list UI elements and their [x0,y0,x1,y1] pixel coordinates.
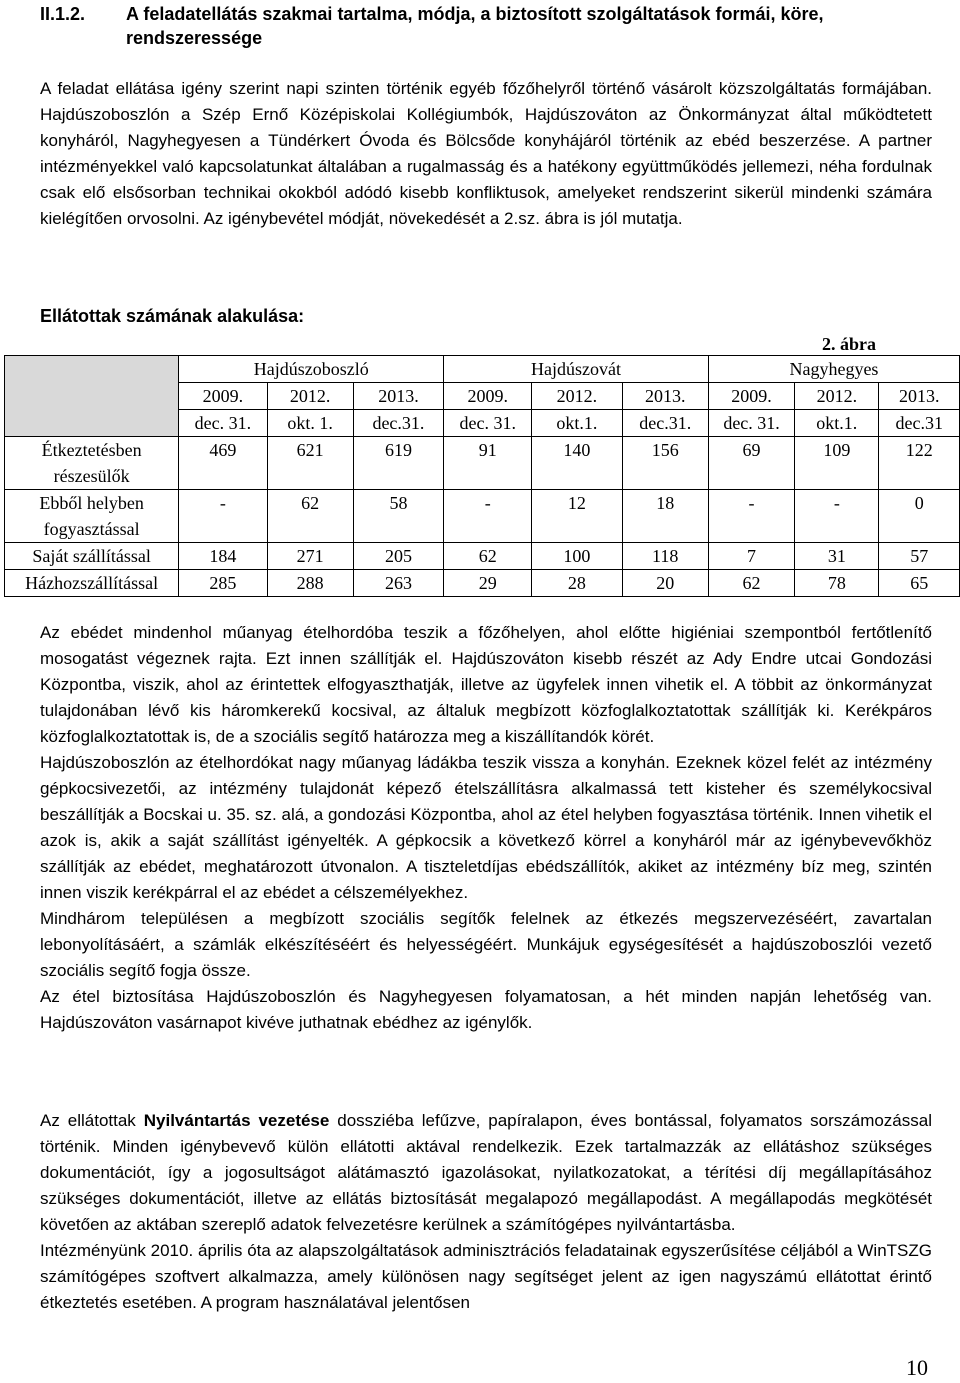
date-year: 2013. [353,383,443,410]
date-day: okt.1. [532,410,622,437]
intro-paragraph: A feladat ellátása igény szerint napi szinten történik egyéb főzőhelyről történő vásárolt közszolgáltatás formájában. Hajdúszoboszlón a Szép Ernő Középiskolai Kollégiumbók, Hajdúszováton az Önkormányzat által működtetett konyháról, Nagyhegyesen a Tündérkert Óvoda és Bölcsőde konyhájáról történik az ebéd beszerzése. A partner intézményekkel való kapcsolatunkat általában a rugalmasság és a hatékony együttműködés jellemezi, néha fordulnak csak elő elsősorban technikai okokból adódó kisebb konfliktusok, amelyeket rendszerint sikerül mindenki számára kielégítően orvosolni. Az igénybevétel módját, növekedését a 2.sz. ábra is jól mutatja. [40,79,932,228]
cell: 78 [795,570,879,597]
cell: 28 [532,570,622,597]
paragraph: Hajdúszoboszlón az ételhordókat nagy műanyag ládákba teszik vissza a konyhán. Ezeknek közel felét az intézmény gépkocsivezetői, az intézmény tulajdonát képező ételszállításra alkalmassá tett kisteher és személykocsival beszállítják a Bocskai u. 35. sz. alá, a gondozási Központba, ahol az étel helyben fogyasztása történik. Innen vihetik el azok is, akik a saját szállítást igényelték. A gépkocsik a következő körrel a konyháról már az igénybevevőkhöz szállítják az ebédet, meghatározott útvonalon. A tiszteletdíjas ebédszállítók, akiket az intézmény bíz meg, szintén innen viszik kerékpárral el az ebédet a célszemélyekhez. [40,753,932,902]
page-number: 10 [906,1355,928,1380]
row-label: Ebből helyben fogyasztással [5,490,179,543]
cell: 205 [353,543,443,570]
cell: 184 [179,543,267,570]
date-year: 2009. [708,383,794,410]
registry-block [40,1108,932,1316]
cell: - [708,490,794,543]
paragraph: Az étel biztosítása Hajdúszoboszlón és Nagyhegyesen folyamatosan, a hét minden napján lehetőség van. Hajdúszováton vasárnapot kivéve juthatnak ebédhez az igénylők. [40,987,932,1032]
cell: 31 [795,543,879,570]
table-row [5,490,960,543]
cell: 122 [879,437,960,490]
cell: 619 [353,437,443,490]
cell: 621 [267,437,353,490]
date-year: 2012. [532,383,622,410]
cell: 69 [708,437,794,490]
cell: 20 [622,570,708,597]
place-header: Hajdúszoboszló [179,356,444,383]
cell: 62 [444,543,532,570]
body-text-block [40,620,932,1036]
cell: 62 [708,570,794,597]
cell: 29 [444,570,532,597]
row-label: Házhozszállítással [5,570,179,597]
section-title-line1: A feladatellátás szakmai tartalma, módja, a biztosított szolgáltatások formái, köre, [126,4,824,24]
place-header: Hajdúszovát [444,356,709,383]
cell: 7 [708,543,794,570]
cell: 57 [879,543,960,570]
cell: 100 [532,543,622,570]
paragraph: Mindhárom településen a megbízott szociális segítők felelnek az étkezés megszervezéséért, zavartalan lebonyolításáért, a számlák elkészítéséért és helyességéért. Munkájuk egységesítését a hajdúszoboszlói vezető szociális segítő fogja össze. [40,909,932,980]
paragraph: Az ebédet mindenhol műanyag ételhordóba teszik a főzőhelyen, ahol előtte higiéniai szempontból fertőtlenítő mosogatást végeznek rajta. Ezt innen szállítják el. Hajdúszováton kisebb részét az Ady Endre utcai Gondozási Központba, viszik, ahol az érintettek elfogyaszthatják, illetve az ügyfelek innen vihetik el. A többit az önkormányzat tulajdonában lévő kis háromkerekű kocsival, az általuk megbízott közfoglalkoztatottak szállítják ki. Kerékpáros közfoglalkoztatottak is, de a szociális segítő határozza meg a kiszállítandók körét. [40,623,932,746]
table-corner-cell [5,356,179,437]
date-day: dec.31 [879,410,960,437]
date-day: dec. 31. [179,410,267,437]
date-day: okt. 1. [267,410,353,437]
cell: 263 [353,570,443,597]
section-heading [40,2,940,50]
place-header: Nagyhegyes [708,356,959,383]
section-number: II.1.2. [40,4,86,24]
bold-term: Nyilvántartás vezetése [143,1111,330,1130]
table-row [5,437,960,490]
table-title: Ellátottak számának alakulása: [40,306,305,326]
row-label: Étkeztetésben részesülők [5,437,179,490]
date-day: dec. 31. [444,410,532,437]
table-row [5,570,960,597]
date-year: 2013. [879,383,960,410]
cell: 285 [179,570,267,597]
cell: 65 [879,570,960,597]
date-year: 2009. [179,383,267,410]
cell: 62 [267,490,353,543]
cell: - [444,490,532,543]
cell: 140 [532,437,622,490]
date-day: dec.31. [622,410,708,437]
cell: 469 [179,437,267,490]
row-label: Saját szállítással [5,543,179,570]
date-year: 2012. [795,383,879,410]
cell: 156 [622,437,708,490]
paragraph: Az ellátottak Nyilvántartás vezetése dossziéba lefűzve, papíralapon, éves bontással, folyamatos sorszámozással történik. Minden igénybevevő külön ellátotti aktával rendelkezik. Ezek tartalmazzák az ellátáshoz szükséges dokumentációt, így a jogosultságot alátámasztó igazolásokat, nyilatkozatokat, a térítési díj megállapításához szükséges dokumentációt, illetve az ellátás biztosítását megalapozó megállapodást. A megállapodás megkötését követően az aktában szereplő adatok felvezetésre kerülnek a számítógépes nyilvántartásba. [40,1111,932,1234]
cell: - [795,490,879,543]
paragraph: Intézményünk 2010. április óta az alapszolgáltatások adminisztrációs feladatainak egyszerűsítése céljából a WinTSZG számítógépes szoftvert alkalmazza, amely különösen nagy segítséget jelent az igen nagyszámú ellátottat érintő étkeztetés esetében. A program használatával jelentősen [40,1241,932,1312]
date-day: dec.31. [353,410,443,437]
recipients-table [4,355,960,597]
date-year: 2013. [622,383,708,410]
cell: 109 [795,437,879,490]
date-day: dec. 31. [708,410,794,437]
date-year: 2012. [267,383,353,410]
cell: 12 [532,490,622,543]
date-day: okt.1. [795,410,879,437]
cell: - [179,490,267,543]
date-year: 2009. [444,383,532,410]
cell: 91 [444,437,532,490]
figure-label: 2. ábra [822,334,876,354]
cell: 0 [879,490,960,543]
table-row [5,543,960,570]
section-title-line2: rendszeressége [126,28,263,48]
cell: 118 [622,543,708,570]
cell: 18 [622,490,708,543]
cell: 58 [353,490,443,543]
cell: 271 [267,543,353,570]
cell: 288 [267,570,353,597]
